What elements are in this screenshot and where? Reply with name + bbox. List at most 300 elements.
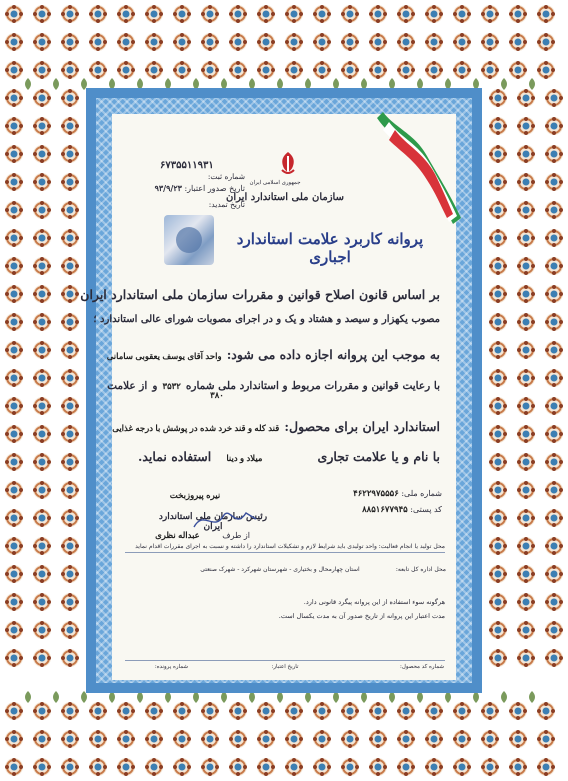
border-flower xyxy=(33,453,51,471)
border-flower xyxy=(61,145,79,163)
border-flower xyxy=(545,229,563,247)
border-flower xyxy=(341,758,359,776)
border-flower xyxy=(509,5,527,23)
border-flower xyxy=(285,702,303,720)
border-flower xyxy=(33,257,51,275)
border-flower xyxy=(489,453,507,471)
border-flower xyxy=(425,702,443,720)
border-flower xyxy=(489,537,507,555)
border-flower xyxy=(425,61,443,79)
brand-name: میلاد و دینا xyxy=(226,453,263,463)
border-flower xyxy=(257,702,275,720)
border-flower xyxy=(545,201,563,219)
border-flower xyxy=(33,730,51,748)
border-flower xyxy=(173,758,191,776)
border-flower xyxy=(61,369,79,387)
border-flower xyxy=(5,173,23,191)
border-flower xyxy=(33,33,51,51)
border-flower xyxy=(453,5,471,23)
border-flower xyxy=(453,61,471,79)
border-flower xyxy=(517,201,535,219)
delegate-name: عبداله نظری xyxy=(155,530,200,540)
border-flower xyxy=(61,285,79,303)
border-flower xyxy=(489,593,507,611)
border-flower xyxy=(5,453,23,471)
border-flower xyxy=(489,425,507,443)
notice-line2: مدت اعتبار این پروانه از تاریخ صدور آن به مدت یکسال است. xyxy=(278,612,445,620)
border-flower xyxy=(313,61,331,79)
border-flower xyxy=(341,702,359,720)
postal-code-row xyxy=(350,504,442,515)
standard-number: ۳۵۳۲ xyxy=(162,381,181,391)
border-flower xyxy=(5,425,23,443)
border-flower xyxy=(33,702,51,720)
border-flower xyxy=(517,313,535,331)
border-flower xyxy=(517,593,535,611)
border-flower xyxy=(61,453,79,471)
border-flower xyxy=(201,33,219,51)
border-flower xyxy=(517,425,535,443)
border-flower xyxy=(173,702,191,720)
border-flower xyxy=(257,61,275,79)
paragraph-law-line2: مصوب یکهزار و سیصد و هشتاد و یک و در اجرای مصوبات شورای عالی استاندارد ؛ xyxy=(93,314,440,325)
border-leaf xyxy=(501,78,507,90)
border-flower xyxy=(5,229,23,247)
border-flower xyxy=(5,61,23,79)
border-flower xyxy=(33,593,51,611)
border-leaf xyxy=(25,78,31,90)
border-flower xyxy=(229,730,247,748)
on-behalf-row xyxy=(120,530,250,541)
border-flower xyxy=(5,621,23,639)
border-flower xyxy=(489,649,507,667)
border-flower xyxy=(33,229,51,247)
border-flower xyxy=(257,730,275,748)
border-flower xyxy=(509,61,527,79)
border-flower xyxy=(517,369,535,387)
border-flower xyxy=(33,565,51,583)
border-flower xyxy=(545,145,563,163)
border-flower xyxy=(545,369,563,387)
signer-name: نیره پیروزبخت xyxy=(169,490,221,500)
border-flower xyxy=(489,565,507,583)
border-flower xyxy=(489,341,507,359)
border-flower xyxy=(481,730,499,748)
border-flower xyxy=(5,285,23,303)
border-flower xyxy=(489,89,507,107)
border-flower xyxy=(425,33,443,51)
border-flower xyxy=(89,730,107,748)
border-flower xyxy=(545,285,563,303)
border-flower xyxy=(341,730,359,748)
standard-text: با رعایت قوانین و مقررات مربوط و استاندارد ملی شماره xyxy=(185,380,440,392)
border-flower xyxy=(61,257,79,275)
border-flower xyxy=(545,593,563,611)
border-flower xyxy=(61,61,79,79)
border-flower xyxy=(517,453,535,471)
border-flower xyxy=(481,758,499,776)
brand-row xyxy=(130,446,440,465)
border-flower xyxy=(545,341,563,359)
registration-label: شماره ثبت: xyxy=(207,172,245,181)
validity-date-label: تاریخ تمدید: xyxy=(208,200,245,209)
border-flower xyxy=(61,537,79,555)
border-flower xyxy=(229,758,247,776)
border-flower xyxy=(5,649,23,667)
border-flower xyxy=(61,229,79,247)
border-flower xyxy=(517,89,535,107)
border-flower xyxy=(545,453,563,471)
border-flower xyxy=(453,702,471,720)
border-flower xyxy=(397,730,415,748)
border-flower xyxy=(481,702,499,720)
border-flower xyxy=(517,621,535,639)
border-flower xyxy=(489,173,507,191)
border-flower xyxy=(5,33,23,51)
border-flower xyxy=(537,5,555,23)
border-flower xyxy=(33,313,51,331)
border-flower xyxy=(489,117,507,135)
hologram-logo-icon xyxy=(176,227,202,253)
border-flower xyxy=(489,509,507,527)
border-flower xyxy=(489,257,507,275)
border-flower xyxy=(481,5,499,23)
bottom-right-field: شماره کد محصول: xyxy=(400,664,444,670)
standard-row xyxy=(107,374,440,393)
border-flower xyxy=(61,758,79,776)
border-flower xyxy=(61,730,79,748)
border-flower xyxy=(313,758,331,776)
border-flower xyxy=(545,173,563,191)
border-flower xyxy=(5,397,23,415)
border-flower xyxy=(229,5,247,23)
border-flower xyxy=(33,341,51,359)
border-flower xyxy=(201,730,219,748)
border-flower xyxy=(33,425,51,443)
border-flower xyxy=(369,5,387,23)
permission-row xyxy=(106,344,440,363)
border-flower xyxy=(117,33,135,51)
issue-date-row xyxy=(154,183,245,193)
border-flower xyxy=(313,33,331,51)
border-flower xyxy=(89,33,107,51)
border-flower xyxy=(33,397,51,415)
border-flower xyxy=(509,702,527,720)
border-flower xyxy=(5,369,23,387)
border-flower xyxy=(537,730,555,748)
border-flower xyxy=(545,397,563,415)
border-flower xyxy=(489,201,507,219)
border-flower xyxy=(257,5,275,23)
border-flower xyxy=(517,537,535,555)
border-flower xyxy=(61,702,79,720)
border-flower xyxy=(229,33,247,51)
bottom-center-field: تاریخ اعتبار: xyxy=(271,664,299,670)
border-flower xyxy=(545,537,563,555)
border-flower xyxy=(145,758,163,776)
border-flower xyxy=(5,730,23,748)
border-flower xyxy=(545,117,563,135)
border-flower xyxy=(33,201,51,219)
border-flower xyxy=(61,481,79,499)
border-flower xyxy=(5,257,23,275)
border-flower xyxy=(369,730,387,748)
border-flower xyxy=(517,173,535,191)
border-flower xyxy=(517,257,535,275)
border-flower xyxy=(537,33,555,51)
unit-name: واحد آقای یوسف یعقوبی سامانی xyxy=(106,351,222,361)
document-title: پروانه کاربرد علامت استاندارد اجباری xyxy=(236,230,424,266)
border-flower xyxy=(545,565,563,583)
border-flower xyxy=(89,702,107,720)
border-flower xyxy=(545,481,563,499)
border-flower xyxy=(5,5,23,23)
border-flower xyxy=(397,702,415,720)
border-flower xyxy=(61,593,79,611)
border-flower xyxy=(537,702,555,720)
border-flower xyxy=(425,5,443,23)
border-flower xyxy=(489,369,507,387)
border-flower xyxy=(489,621,507,639)
border-flower xyxy=(5,145,23,163)
border-flower xyxy=(369,702,387,720)
border-flower xyxy=(33,509,51,527)
border-flower xyxy=(517,565,535,583)
border-flower xyxy=(537,61,555,79)
border-flower xyxy=(397,5,415,23)
border-leaf xyxy=(501,691,507,703)
border-flower xyxy=(285,5,303,23)
border-flower xyxy=(61,397,79,415)
and-word: و xyxy=(152,380,158,392)
border-flower xyxy=(173,33,191,51)
bottom-divider xyxy=(125,660,445,661)
border-flower xyxy=(33,649,51,667)
border-flower xyxy=(33,173,51,191)
border-flower xyxy=(517,649,535,667)
office-label: محل اداره کل تابعه: xyxy=(395,566,446,573)
border-flower xyxy=(517,397,535,415)
border-flower xyxy=(61,5,79,23)
border-flower xyxy=(369,33,387,51)
border-flower xyxy=(117,730,135,748)
border-flower xyxy=(5,201,23,219)
border-flower xyxy=(145,5,163,23)
border-leaf xyxy=(529,691,535,703)
use-word: استفاده نماید. xyxy=(138,449,212,464)
border-flower xyxy=(545,425,563,443)
border-flower xyxy=(117,61,135,79)
standard-number-2: ۳۸۰ xyxy=(210,390,224,400)
border-flower xyxy=(397,61,415,79)
border-flower xyxy=(145,730,163,748)
border-flower xyxy=(173,61,191,79)
org-name: سازمان ملی استاندارد ایران xyxy=(226,192,344,203)
border-flower xyxy=(489,397,507,415)
border-flower xyxy=(517,481,535,499)
border-flower xyxy=(537,758,555,776)
border-leaf xyxy=(25,691,31,703)
border-flower xyxy=(61,33,79,51)
border-flower xyxy=(145,33,163,51)
border-flower xyxy=(453,758,471,776)
national-id-label: شماره ملی: xyxy=(401,489,442,498)
emblem-caption: جمهوری اسلامی ایران xyxy=(249,180,301,186)
product-row xyxy=(112,416,440,435)
border-flower xyxy=(5,341,23,359)
brand-prefix: با نام و یا علامت تجاری xyxy=(317,449,440,464)
border-flower xyxy=(61,201,79,219)
border-flower xyxy=(313,702,331,720)
border-flower xyxy=(545,257,563,275)
border-flower xyxy=(285,730,303,748)
border-flower xyxy=(313,5,331,23)
border-flower xyxy=(5,117,23,135)
border-flower xyxy=(89,5,107,23)
border-flower xyxy=(285,61,303,79)
border-flower xyxy=(509,730,527,748)
border-flower xyxy=(61,341,79,359)
border-flower xyxy=(229,702,247,720)
on-behalf-label: از طرف xyxy=(222,531,250,540)
border-flower xyxy=(201,702,219,720)
border-flower xyxy=(489,285,507,303)
border-flower xyxy=(257,758,275,776)
border-flower xyxy=(33,481,51,499)
border-flower xyxy=(61,313,79,331)
border-flower xyxy=(397,33,415,51)
border-flower xyxy=(173,5,191,23)
product-name: قند کله و قند خرد شده در پوشش با درجه غذایی xyxy=(112,423,280,433)
border-flower xyxy=(5,509,23,527)
border-flower xyxy=(117,5,135,23)
border-flower xyxy=(341,61,359,79)
border-leaf xyxy=(529,78,535,90)
address-label: محل تولید یا انجام فعالیت: xyxy=(378,543,445,550)
border-flower xyxy=(285,33,303,51)
border-flower xyxy=(545,313,563,331)
border-flower xyxy=(425,758,443,776)
border-flower xyxy=(89,61,107,79)
border-flower xyxy=(173,730,191,748)
border-flower xyxy=(5,481,23,499)
border-flower xyxy=(313,730,331,748)
postal-code-label: کد پستی: xyxy=(410,505,442,514)
border-flower xyxy=(489,229,507,247)
border-flower xyxy=(517,229,535,247)
issue-date-value: ۹۳/۹/۲۳ xyxy=(154,183,182,193)
border-flower xyxy=(517,509,535,527)
border-flower xyxy=(61,117,79,135)
border-flower xyxy=(453,33,471,51)
from-mark-label: از علامت xyxy=(107,380,148,392)
border-flower xyxy=(61,509,79,527)
border-flower xyxy=(61,89,79,107)
border-flower xyxy=(145,61,163,79)
border-flower xyxy=(545,621,563,639)
national-id-value: ۴۶۲۲۹۷۵۵۵۶ xyxy=(353,488,399,498)
border-flower xyxy=(545,89,563,107)
border-flower xyxy=(489,481,507,499)
border-flower xyxy=(481,33,499,51)
border-flower xyxy=(61,425,79,443)
border-flower xyxy=(5,702,23,720)
border-flower xyxy=(33,285,51,303)
border-flower xyxy=(545,649,563,667)
border-flower xyxy=(517,341,535,359)
border-flower xyxy=(61,173,79,191)
border-flower xyxy=(545,509,563,527)
border-flower xyxy=(5,593,23,611)
border-flower xyxy=(89,758,107,776)
border-flower xyxy=(33,5,51,23)
footer-divider xyxy=(125,552,445,553)
border-flower xyxy=(517,285,535,303)
border-flower xyxy=(33,89,51,107)
border-flower xyxy=(145,702,163,720)
border-flower xyxy=(517,145,535,163)
product-prefix: استاندارد ایران برای محصول: xyxy=(284,419,440,434)
issue-date-label: تاریخ صدور اعتبار: xyxy=(184,184,245,193)
border-flower xyxy=(201,5,219,23)
border-flower xyxy=(341,5,359,23)
border-flower xyxy=(33,537,51,555)
border-flower xyxy=(201,61,219,79)
border-flower xyxy=(229,61,247,79)
border-flower xyxy=(117,702,135,720)
serial-number: ۶۷۳۵۵۱۱۹۳۱ xyxy=(160,160,214,171)
border-flower xyxy=(341,33,359,51)
border-flower xyxy=(489,145,507,163)
border-flower xyxy=(5,313,23,331)
border-flower xyxy=(489,313,507,331)
border-flower xyxy=(201,758,219,776)
border-flower xyxy=(369,61,387,79)
iran-emblem-icon xyxy=(277,150,299,176)
border-flower xyxy=(453,730,471,748)
border-leaf xyxy=(53,691,59,703)
border-flower xyxy=(61,621,79,639)
border-flower xyxy=(61,565,79,583)
address-row xyxy=(125,543,445,550)
border-flower xyxy=(397,758,415,776)
paragraph-law-line1: بر اساس قانون اصلاح قوانین و مقررات سازمان ملی استاندارد ایران xyxy=(80,287,440,302)
postal-code-value: ۸۸۵۱۶۷۷۹۴۵ xyxy=(362,504,408,514)
permission-prefix: به موجب این پروانه اجازه داده می شود: xyxy=(226,347,440,362)
border-flower xyxy=(425,730,443,748)
border-flower xyxy=(61,649,79,667)
border-flower xyxy=(509,33,527,51)
border-flower xyxy=(481,61,499,79)
border-flower xyxy=(33,61,51,79)
signer-title: رئیس سازمان ملی استاندارد ایران xyxy=(158,512,268,532)
border-flower xyxy=(285,758,303,776)
border-flower xyxy=(369,758,387,776)
border-flower xyxy=(33,621,51,639)
border-flower xyxy=(33,758,51,776)
address-line2: استان چهارمحال و بختیاری - شهرستان شهرکرد - شهرک صنعتی xyxy=(200,566,360,573)
hologram-seal xyxy=(164,215,214,265)
border-leaf xyxy=(53,78,59,90)
border-flower xyxy=(33,369,51,387)
iran-flag-ribbon xyxy=(375,108,465,226)
address-line1: واحد تولیدی باید شرایط لازم و تشکیلات استاندارد را داشته و نسبت به اجرای مقررات اقدام نماید xyxy=(135,543,377,550)
border-flower xyxy=(117,758,135,776)
national-id-row xyxy=(350,488,442,499)
border-flower xyxy=(257,33,275,51)
border-flower xyxy=(5,758,23,776)
border-flower xyxy=(509,758,527,776)
